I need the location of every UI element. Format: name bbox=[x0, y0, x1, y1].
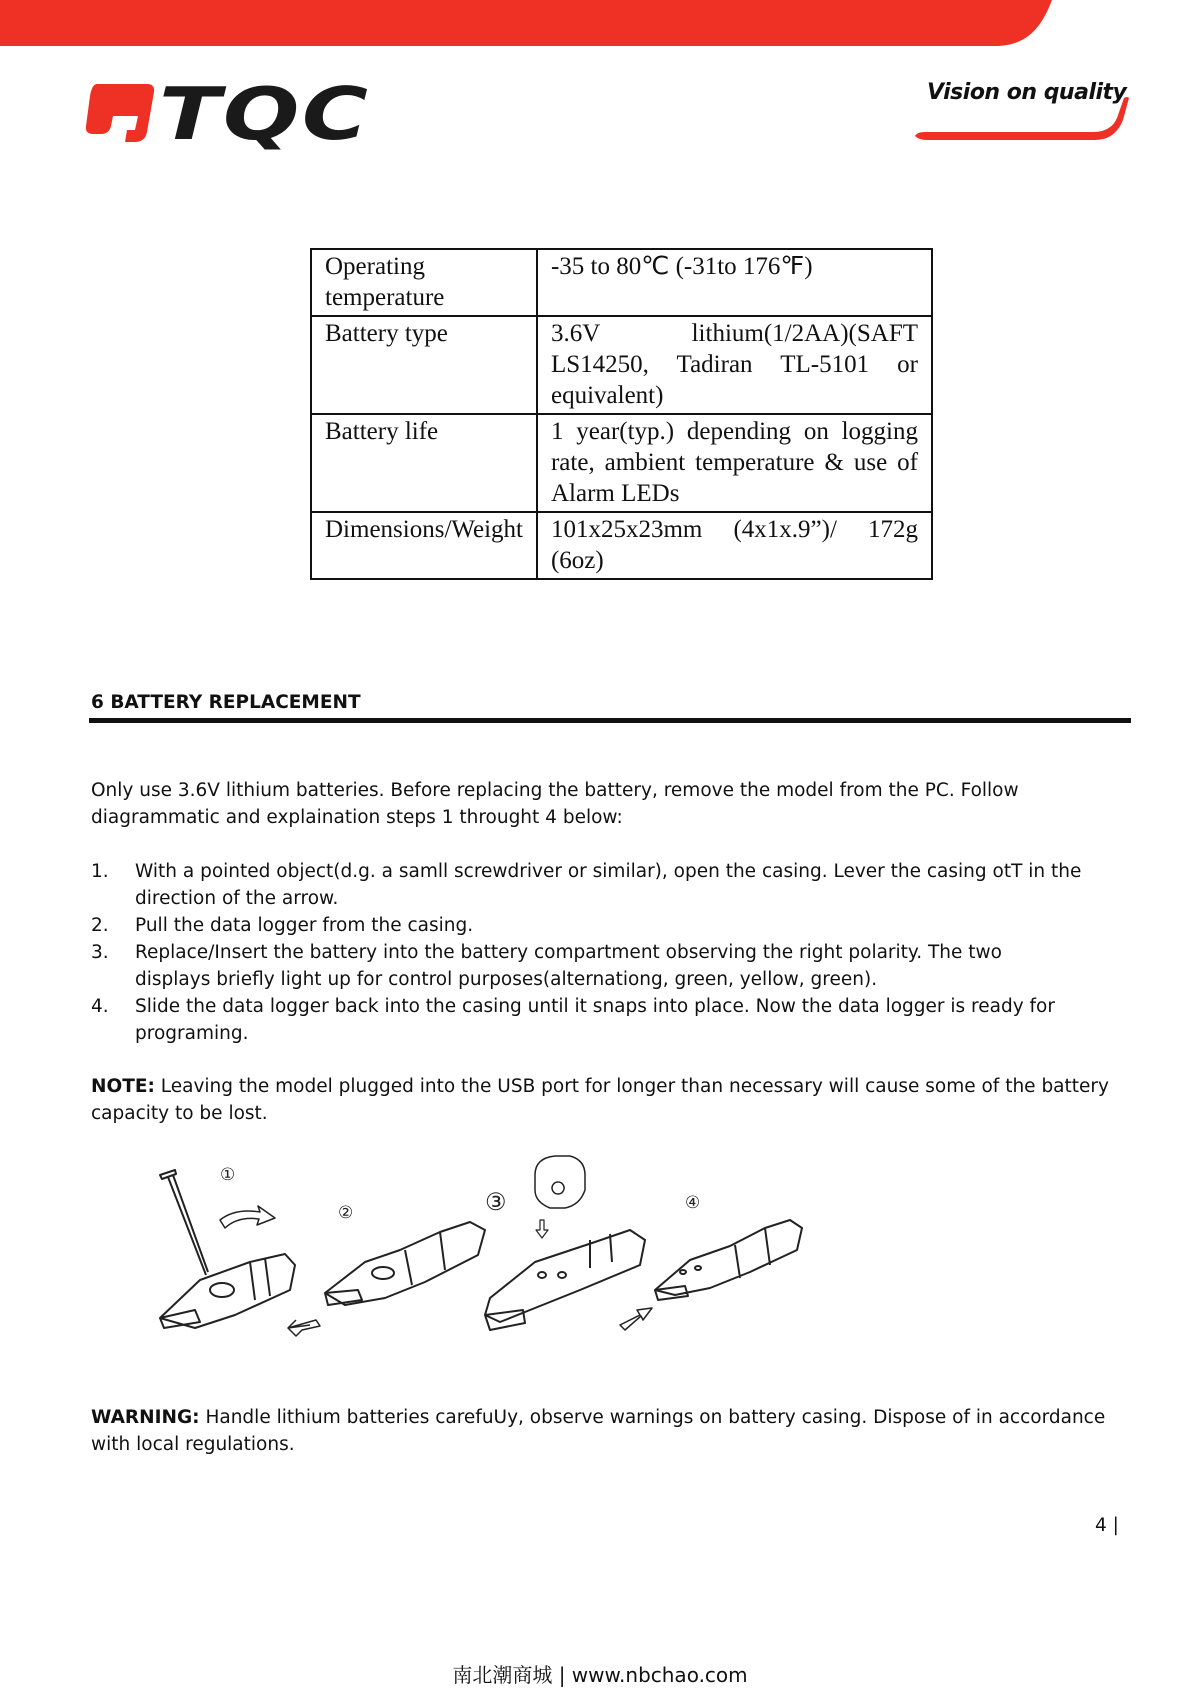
step-number: 4. bbox=[91, 996, 109, 1017]
table-row bbox=[311, 316, 932, 414]
step-text: Slide the data logger back into the casing until it snaps into place. Now the data logger is ready for programing. bbox=[135, 996, 1055, 1044]
spec-value: 1 year(typ.) depending on logging rate, ambient temperature & use of Alarm LEDs bbox=[537, 414, 932, 512]
intro-paragraph: Only use 3.6V lithium batteries. Before replacing the battery, remove the model from the PC. Follow diagrammatic and explaination steps 1 throught 4 below: bbox=[91, 780, 1019, 828]
step-1-figure bbox=[160, 1165, 295, 1328]
step-3-label: ③ bbox=[485, 1188, 507, 1216]
table-row bbox=[311, 249, 932, 316]
section-title: 6 BATTERY REPLACEMENT bbox=[91, 692, 361, 713]
step-4-label: ④ bbox=[685, 1193, 701, 1213]
spec-label: Dimensions/Weight bbox=[311, 512, 537, 579]
pull-arrow-icon bbox=[288, 1320, 320, 1336]
down-arrow-icon bbox=[536, 1220, 548, 1238]
specs-table bbox=[310, 248, 933, 580]
data-logger-icon bbox=[160, 1254, 295, 1328]
curved-arrow-icon bbox=[220, 1206, 275, 1228]
list-item bbox=[91, 858, 1091, 912]
header-red-banner bbox=[0, 0, 1200, 46]
note-paragraph bbox=[91, 1073, 1131, 1127]
list-item bbox=[91, 912, 1091, 939]
note-label: NOTE: bbox=[91, 1076, 155, 1097]
warning-paragraph bbox=[91, 1404, 1131, 1458]
spec-label: Battery type bbox=[311, 316, 537, 414]
step-number: 1. bbox=[91, 861, 109, 882]
step-4-figure bbox=[620, 1193, 802, 1330]
spec-label: Operating temperature bbox=[311, 249, 537, 316]
table-row bbox=[311, 414, 932, 512]
battery-replacement-illustration bbox=[140, 1150, 860, 1350]
step-1-label: ① bbox=[220, 1165, 236, 1185]
spec-label: Battery life bbox=[311, 414, 537, 512]
tagline-text: Vision on quality bbox=[927, 80, 1127, 105]
list-item bbox=[91, 993, 1091, 1047]
tagline-block bbox=[915, 80, 1135, 145]
note-text: Leaving the model plugged into the USB port for longer than necessary will cause some of the battery capacity to be lost. bbox=[91, 1076, 1109, 1124]
logo-text: TQC bbox=[159, 72, 371, 156]
warning-label: WARNING: bbox=[91, 1407, 200, 1428]
step-text: With a pointed object(d.g. a samll screwdriver or similar), open the casing. Lever the casing otT in the direction of the arrow. bbox=[135, 861, 1082, 909]
step-2-label: ② bbox=[338, 1203, 354, 1223]
step-text: Pull the data logger from the casing. bbox=[135, 915, 474, 936]
step-text: Replace/Insert the battery into the battery compartment observing the right polarity. The two displays briefly light up for control purposes(alternationg, green, yellow, green). bbox=[135, 942, 1002, 990]
step-number: 2. bbox=[91, 915, 109, 936]
section-divider bbox=[89, 718, 1131, 723]
push-arrow-icon bbox=[620, 1308, 652, 1330]
step-number: 3. bbox=[91, 942, 109, 963]
spec-value: 101x25x23mm (4x1x.9”)/ 172g (6oz) bbox=[537, 512, 932, 579]
step-2-figure bbox=[288, 1203, 485, 1336]
step-3-figure bbox=[485, 1156, 645, 1330]
page-number: 4 | bbox=[1095, 1515, 1119, 1536]
data-logger-icon bbox=[655, 1220, 802, 1300]
list-item bbox=[91, 939, 1055, 993]
data-logger-open-icon bbox=[485, 1230, 645, 1330]
battery-icon bbox=[535, 1156, 585, 1208]
spec-value: -35 to 80℃ (-31to 176℉) bbox=[537, 249, 932, 316]
warning-text: Handle lithium batteries carefuUy, observe warnings on battery casing. Dispose of in accordance with local regulations. bbox=[91, 1407, 1106, 1455]
spec-value: 3.6V lithium(1/2AA)(SAFT LS14250, Tadiran TL-5101 or equivalent) bbox=[537, 316, 932, 414]
data-logger-icon bbox=[325, 1222, 485, 1305]
table-row bbox=[311, 512, 932, 579]
footer-watermark: 南北潮商城 | www.nbchao.com bbox=[452, 1663, 748, 1687]
logo-mark-icon bbox=[85, 82, 157, 147]
screwdriver-icon bbox=[160, 1170, 208, 1275]
tqc-logo bbox=[85, 72, 371, 156]
steps-list bbox=[91, 858, 1091, 1047]
